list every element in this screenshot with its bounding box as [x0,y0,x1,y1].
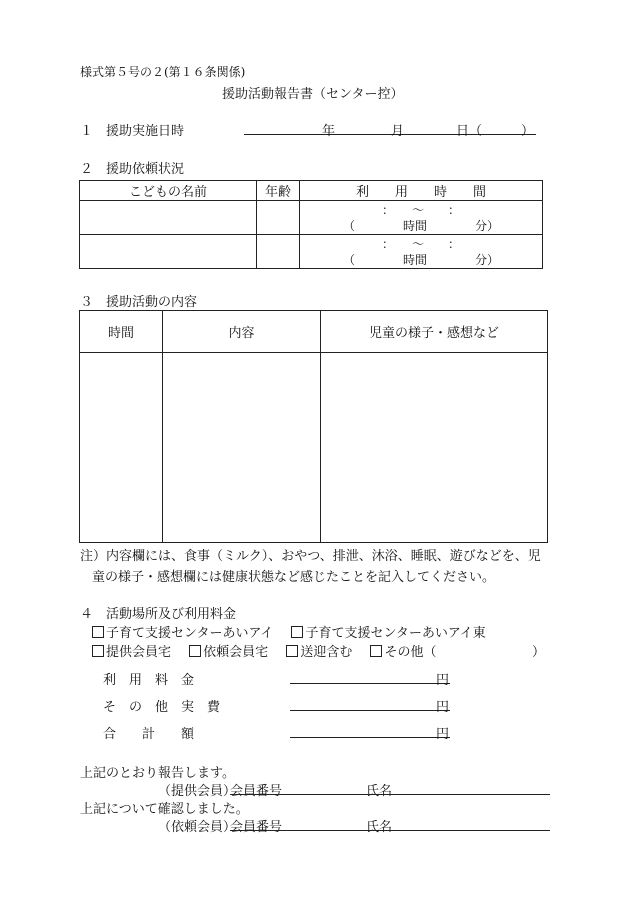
other-close-paren: ） [532,645,546,660]
time-cell[interactable] [300,235,543,269]
place-option[interactable]: 送迎含む [286,645,352,660]
child-name-cell[interactable] [80,235,257,269]
place-option[interactable]: 提供会員宅 [92,645,171,660]
total-yen: 円 [436,727,450,742]
section1-heading: １ 援助実施日時 [80,124,185,139]
fee-field[interactable] [290,683,450,684]
page-title: 援助活動報告書（センター控） [222,87,404,102]
date-month-label: 月 [391,124,405,139]
section4-heading: ４ 活動場所及び利用料金 [80,607,237,622]
col-use-time: 利 用 時 間 [300,181,543,201]
fee-yen: 円 [436,673,450,688]
checkbox[interactable] [291,626,303,638]
requester-signature-line[interactable] [230,830,550,831]
total-field[interactable] [290,737,450,738]
table-row [80,235,543,269]
provider-name-label: 氏名 [366,784,393,799]
total-label: 合 計 額 [103,727,195,742]
other-expense-field[interactable] [290,710,450,711]
child-name-cell[interactable] [80,201,257,235]
col-age: 年齢 [257,181,300,201]
activity-content-cell[interactable] [163,353,321,543]
col-child-state: 児童の様子・感想など [321,311,548,353]
form-number: 様式第５号の２(第１６条関係) [80,65,246,79]
age-cell[interactable] [257,235,300,269]
time-duration: （ 時間 分） [342,252,499,267]
table-header-row [80,311,548,353]
time-range: ： ～ ： [381,236,460,251]
request-table [79,180,543,269]
provider-member-no-label: 会員番号 [230,784,283,799]
place-options-row2 [92,641,450,660]
note-line-2: 童の様子・感想欄には健康状態など感じたことを記入してください。 [92,570,496,585]
section3-heading: ３ 援助活動の内容 [80,295,198,310]
other-expense-yen: 円 [436,700,450,715]
section2-heading: ２ 援助依頼状況 [80,162,185,177]
place-option[interactable]: 依頼会員宅 [189,645,268,660]
child-state-cell[interactable] [321,353,548,543]
checkbox[interactable] [286,645,298,657]
place-options-row1 [92,622,500,641]
activity-time-cell[interactable] [80,353,163,543]
table-row [80,353,548,543]
time-duration: （ 時間 分） [342,218,499,233]
col-child-name: こどもの名前 [80,181,257,201]
reported-text: 上記のとおり報告します。 [80,766,235,781]
checkbox[interactable] [370,645,382,657]
col-time: 時間 [80,311,163,353]
activity-table [79,310,548,543]
other-expense-label: そ の 他 実 費 [103,700,221,715]
age-cell[interactable] [257,201,300,235]
table-row [80,201,543,235]
time-range: ： ～ ： [381,202,460,217]
provider-label: （提供会員） [158,784,237,799]
checkbox[interactable] [92,626,104,638]
place-option[interactable]: 子育て支援センターあいアイ東 [291,626,485,641]
time-cell[interactable] [300,201,543,235]
place-option[interactable]: その他（ [370,645,436,660]
confirmed-text: 上記について確認しました。 [80,802,249,817]
date-day-label: 日（ ） [456,124,535,139]
place-option[interactable]: 子育て支援センターあいアイ [92,626,273,641]
requester-name-label: 氏名 [366,820,393,835]
fee-label: 利 用 料 金 [103,673,195,688]
checkbox[interactable] [189,645,201,657]
date-year-label: 年 [322,124,336,139]
requester-member-no-label: 会員番号 [230,820,283,835]
provider-signature-line[interactable] [230,794,550,795]
requester-label: （依頼会員） [158,820,237,835]
note-line-1: 注）内容欄には、食事（ミルク）、おやつ、排泄、沐浴、睡眠、遊びなどを、児 [80,549,541,564]
checkbox[interactable] [92,645,104,657]
col-content: 内容 [163,311,321,353]
table-header-row [80,181,543,201]
